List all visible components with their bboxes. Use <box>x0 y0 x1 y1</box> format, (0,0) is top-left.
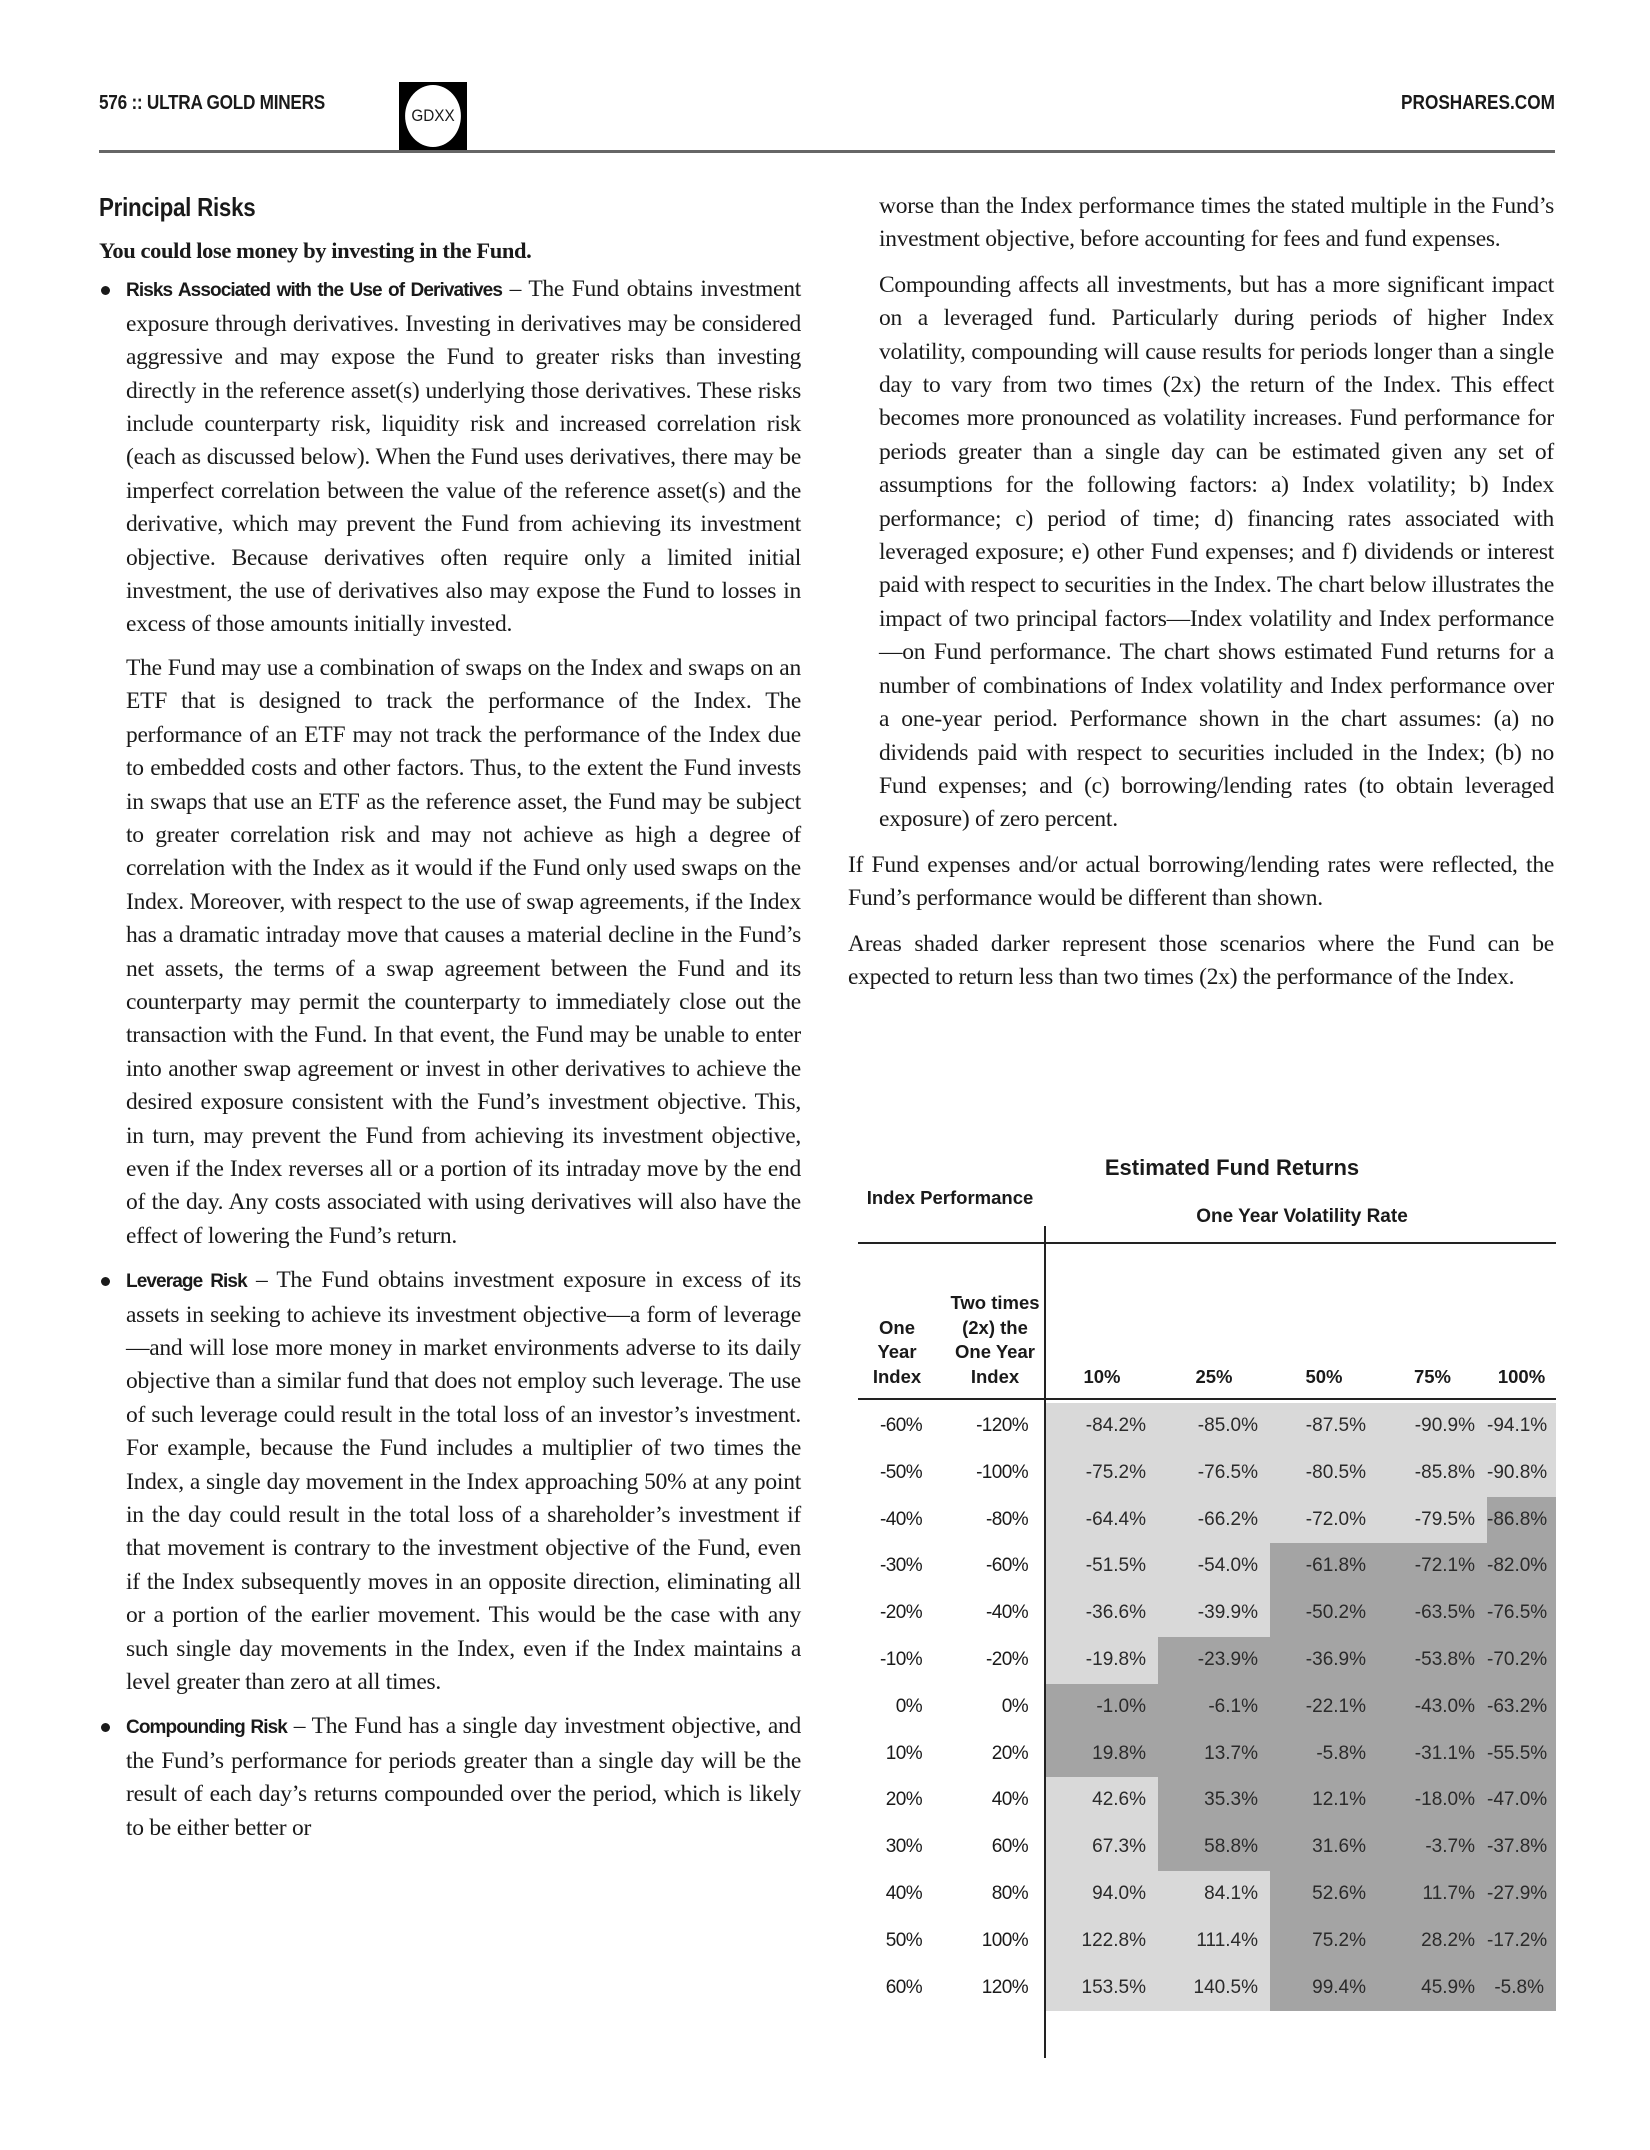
table-row <box>858 1543 1556 1590</box>
lead-statement: You could lose money by investing in the Fund. <box>99 238 532 263</box>
return-cell: -5.8% <box>1487 1965 1556 2012</box>
risk-item-leverage <box>99 1264 801 1699</box>
risk-item-compounding <box>99 1710 801 1845</box>
volatility-header: One Year Volatility Rate <box>1196 1206 1408 1227</box>
left-column <box>99 190 801 1856</box>
risk-title: Risks Associated with the Use of Derivatives <box>126 280 503 302</box>
risk-text: The Fund obtains investment exposure through derivatives. Investing in derivatives may be considered aggressive and may expose the Fund to greater risks than investing directly in the reference asset(s) underlying those derivatives. These risks include counterparty risk, liquidity risk and increased correlation risk (each as discussed below). When the Fund uses derivatives, there may be imperfect correlation between the value of the reference asset(s) and the derivative, which may prevent the Fund from achieving its investment objective. Because derivatives often require only a limited initial investment, the use of derivatives also may expose the Fund to losses in excess of those amounts initially invested. <box>126 276 801 638</box>
return-cell: -27.9% <box>1487 1871 1556 1918</box>
table-row <box>858 1684 1556 1731</box>
table-row <box>858 1403 1556 1450</box>
bullet-icon <box>101 1723 110 1732</box>
expenses-paragraph: If Fund expenses and/or actual borrowing/lending rates were reflected, the Fund’s performance would be different than shown. <box>848 851 1554 912</box>
table-column-headers <box>858 1243 1556 1397</box>
right-column <box>848 190 1554 994</box>
row-index-value: 40% <box>885 1882 922 1904</box>
risk-text-continued: The Fund may use a combination of swaps on the Index and swaps on an ETF that is designed to track the performance of the Index. The performance of an ETF may not track the performance of the Index due to embedded costs and other factors. Thus, to the extent the Fund invests in swaps that use an ETF as the reference asset, the Fund may be subject to greater correlation risk and may not achieve as high a degree of correlation with the Index as it would if the Fund only used swaps on the Index. Moreover, with respect to the use of swap agreements, if the Index has a dramatic intraday move that causes a material decline in the Fund’s net assets, the terms of a swap agreement between the Fund and its counterparty may permit the counterparty to immediately close out the transaction with the Fund. In that event, the Fund may be unable to enter into another swap agreement or invest in other derivatives to achieve the desired exposure consistent with the Fund’s investment objective. This, in turn, may prevent the Fund from achieving its investment objective, even if the Index reverses all or a portion of its intraday move by the end of the day. Any costs associated with using derivatives will also have the effect of lowering the Fund’s return. <box>126 654 801 1249</box>
table-row <box>858 1450 1556 1497</box>
return-cell: -86.8% <box>1487 1497 1556 1544</box>
table-row <box>858 1965 1556 2012</box>
risk-text: The Fund obtains investment exposure in excess of its assets in seeking to achieve its investment objective—a form of leverage—and will lose more money in market environments adverse to its daily objective than a similar fund that does not employ such leverage. The use of such leverage could result in the total loss of an investor’s investment. For example, because the Fund includes a multiplier of two times the Index, a single day movement in the Index approaching 50% at any point in the day could result in the total loss of a shareholder’s investment if that movement is contrary to the investment objective of the Fund, even if the Index subsequently moves in an opposite direction, eliminating all or a portion of the earlier movement. This would be the case with any such single day movements in the Index, even if the Index maintains a level greater than zero at all times. <box>126 1267 801 1696</box>
return-cell: 58.8% <box>1158 1824 1270 1871</box>
return-cell: -70.2% <box>1487 1637 1556 1684</box>
table-group-header <box>858 1186 1556 1243</box>
return-cell: -72.1% <box>1378 1543 1487 1590</box>
row-two-x-value: 80% <box>991 1882 1028 1904</box>
return-cell: -94.1% <box>1487 1403 1556 1450</box>
row-index-value: -30% <box>880 1555 922 1577</box>
return-cell: -64.4% <box>1046 1497 1158 1544</box>
return-cell: -80.5% <box>1270 1450 1378 1497</box>
row-index-value: -20% <box>880 1602 922 1624</box>
row-two-x-value: 40% <box>991 1789 1028 1811</box>
return-cell: -17.2% <box>1487 1918 1556 1965</box>
return-cell: 11.7% <box>1378 1871 1487 1918</box>
header-divider <box>99 150 1555 153</box>
returns-table <box>858 1186 1556 2011</box>
row-index-value: -60% <box>880 1415 922 1436</box>
return-cell: -50.2% <box>1270 1590 1378 1637</box>
return-cell: -18.0% <box>1378 1777 1487 1824</box>
return-cell: -47.0% <box>1487 1777 1556 1824</box>
return-cell: 140.5% <box>1158 1965 1270 2012</box>
return-cell: -53.8% <box>1378 1637 1487 1684</box>
row-two-x-value: -60% <box>986 1555 1028 1577</box>
return-cell: -5.8% <box>1270 1731 1378 1778</box>
row-index-value: 20% <box>885 1789 922 1811</box>
index-performance-header: Index Performance <box>866 1187 1034 1208</box>
return-cell: 52.6% <box>1270 1871 1378 1918</box>
table-row <box>858 1731 1556 1778</box>
return-cell: 99.4% <box>1270 1965 1378 2012</box>
return-cell: -85.0% <box>1158 1403 1270 1450</box>
column-header-rule <box>858 1398 1556 1400</box>
return-cell: 13.7% <box>1158 1731 1270 1778</box>
row-index-value: -10% <box>880 1648 922 1670</box>
row-two-x-value: -120% <box>976 1415 1028 1436</box>
return-cell: -63.5% <box>1378 1590 1487 1637</box>
row-two-x-value: -80% <box>986 1508 1028 1530</box>
table-row <box>858 1777 1556 1824</box>
page-header <box>99 82 1555 152</box>
risk-text: The Fund has a single day investment objective, and the Fund’s performance for periods greater than a single day will be the result of each day’s returns compounded over the period, which is likely to be either better or <box>126 1713 802 1841</box>
row-two-x-value: -40% <box>986 1602 1028 1624</box>
risk-dash: – <box>286 1713 312 1740</box>
table-row <box>858 1871 1556 1918</box>
risk-item-derivatives <box>99 273 801 1253</box>
table-row <box>858 1918 1556 1965</box>
section-title: Principal Risks <box>99 192 256 222</box>
return-cell: -63.2% <box>1487 1684 1556 1731</box>
return-cell: -1.0% <box>1046 1684 1158 1731</box>
return-cell: -79.5% <box>1378 1497 1487 1544</box>
return-cell: -36.6% <box>1046 1590 1158 1637</box>
return-cell: -75.2% <box>1046 1450 1158 1497</box>
return-cell: -31.1% <box>1378 1731 1487 1778</box>
row-index-value: 0% <box>895 1695 922 1717</box>
risk-dash: – <box>502 276 529 303</box>
col-header-two-times-index: Two times (2x) the One Year Index <box>950 1292 1040 1387</box>
row-index-value: -50% <box>880 1461 922 1483</box>
estimated-fund-returns <box>858 1150 1556 2011</box>
row-index-value: 50% <box>885 1929 922 1951</box>
return-cell: 122.8% <box>1046 1918 1158 1965</box>
return-cell: 19.8% <box>1046 1731 1158 1778</box>
return-cell: 28.2% <box>1378 1918 1487 1965</box>
table-row <box>858 1497 1556 1544</box>
col-header-volatility: 75% <box>1413 1365 1452 1387</box>
table-body <box>858 1403 1556 2011</box>
return-cell: -76.5% <box>1487 1590 1556 1637</box>
row-index-value: 60% <box>885 1976 922 1998</box>
col-header-volatility: 100% <box>1497 1365 1546 1387</box>
risk-title: Compounding Risk <box>126 1717 287 1739</box>
return-cell: -82.0% <box>1487 1543 1556 1590</box>
return-cell: -6.1% <box>1158 1684 1270 1731</box>
return-cell: -85.8% <box>1378 1450 1487 1497</box>
risk-dash: – <box>246 1267 277 1294</box>
return-cell: 12.1% <box>1270 1777 1378 1824</box>
return-cell: 94.0% <box>1046 1871 1158 1918</box>
return-cell: -23.9% <box>1158 1637 1270 1684</box>
col-header-volatility: 10% <box>1083 1365 1121 1387</box>
table-row <box>858 1637 1556 1684</box>
return-cell: -39.9% <box>1158 1590 1270 1637</box>
shading-paragraph: Areas shaded darker represent those scenarios where the Fund can be expected to return less than two times (2x) the performance of the Index. <box>848 930 1554 990</box>
return-cell: 153.5% <box>1046 1965 1158 2012</box>
row-two-x-value: -20% <box>986 1648 1028 1670</box>
return-cell: -37.8% <box>1487 1824 1556 1871</box>
row-two-x-value: 0% <box>1001 1695 1028 1717</box>
row-two-x-value: 120% <box>981 1976 1028 1998</box>
compounding-paragraph: Compounding affects all investments, but has a more significant impact on a leveraged fund. Particularly during periods of higher Index volatility, compounding will cause results for periods longer than a single day to vary from two times (2x) the return of the Index. This effect becomes more pronounced as volatility increases. Fund performance for periods greater than a single day can be estimated given any set of assumptions for the following factors: a) Index volatility; b) Index performance; c) period of time; d) financing rates associated with leveraged exposure; e) other Fund expenses; and f) dividends or interest paid with respect to securities in the Index. The chart below illustrates the impact of two principal factors—Index volatility and Index performance—on Fund performance. The chart shows estimated Fund returns for a number of combinations of Index volatility and Index performance over a one-year period. Performance shown in the chart assumes: (a) no dividends paid with respect to securities included in the Index; (b) no Fund expenses; and (c) borrowing/lending rates (to obtain leveraged exposure) of zero percent. <box>879 271 1554 833</box>
return-cell: -3.7% <box>1378 1824 1487 1871</box>
return-cell: 75.2% <box>1270 1918 1378 1965</box>
return-cell: 31.6% <box>1270 1824 1378 1871</box>
risk-title: Leverage Risk <box>126 1271 247 1293</box>
ticker-badge-label: GDXX <box>405 85 461 147</box>
return-cell: 45.9% <box>1378 1965 1487 2012</box>
col-header-volatility: 25% <box>1195 1365 1233 1387</box>
row-two-x-value: 60% <box>991 1836 1028 1858</box>
table-row <box>858 1590 1556 1637</box>
bullet-icon <box>101 1277 110 1286</box>
col-header-volatility: 50% <box>1305 1365 1343 1387</box>
col-header-one-year-index: One Year Index <box>872 1316 922 1387</box>
return-cell: -87.5% <box>1270 1403 1378 1450</box>
return-cell: -54.0% <box>1158 1543 1270 1590</box>
site-link[interactable]: PROSHARES.COM <box>1401 92 1555 114</box>
table-row <box>858 1824 1556 1871</box>
return-cell: -72.0% <box>1270 1497 1378 1544</box>
continuation-paragraph: worse than the Index performance times the stated multiple in the Fund’s investment objective, before accounting for fees and fund expenses. <box>879 193 1554 253</box>
row-two-x-value: -100% <box>976 1461 1028 1483</box>
return-cell: -76.5% <box>1158 1450 1270 1497</box>
return-cell: 42.6% <box>1046 1777 1158 1824</box>
return-cell: -43.0% <box>1378 1684 1487 1731</box>
return-cell: -55.5% <box>1487 1731 1556 1778</box>
risk-list <box>99 273 801 1845</box>
table-title: Estimated Fund Returns <box>1104 1155 1360 1180</box>
return-cell: -90.9% <box>1378 1403 1487 1450</box>
bullet-icon <box>101 286 110 295</box>
return-cell: 111.4% <box>1158 1918 1270 1965</box>
return-cell: -51.5% <box>1046 1543 1158 1590</box>
return-cell: -22.1% <box>1270 1684 1378 1731</box>
return-cell: -19.8% <box>1046 1637 1158 1684</box>
row-index-value: -40% <box>880 1508 922 1530</box>
return-cell: 84.1% <box>1158 1871 1270 1918</box>
row-index-value: 10% <box>885 1742 922 1764</box>
return-cell: -84.2% <box>1046 1403 1158 1450</box>
return-cell: 35.3% <box>1158 1777 1270 1824</box>
return-cell: -66.2% <box>1158 1497 1270 1544</box>
row-two-x-value: 100% <box>981 1929 1028 1951</box>
row-index-value: 30% <box>885 1836 922 1858</box>
return-cell: -90.8% <box>1487 1450 1556 1497</box>
page-section-label: 576 :: ULTRA GOLD MINERS <box>99 92 326 114</box>
row-two-x-value: 20% <box>991 1742 1028 1764</box>
return-cell: -36.9% <box>1270 1637 1378 1684</box>
return-cell: 67.3% <box>1046 1824 1158 1871</box>
ticker-badge <box>399 82 467 150</box>
return-cell: -61.8% <box>1270 1543 1378 1590</box>
